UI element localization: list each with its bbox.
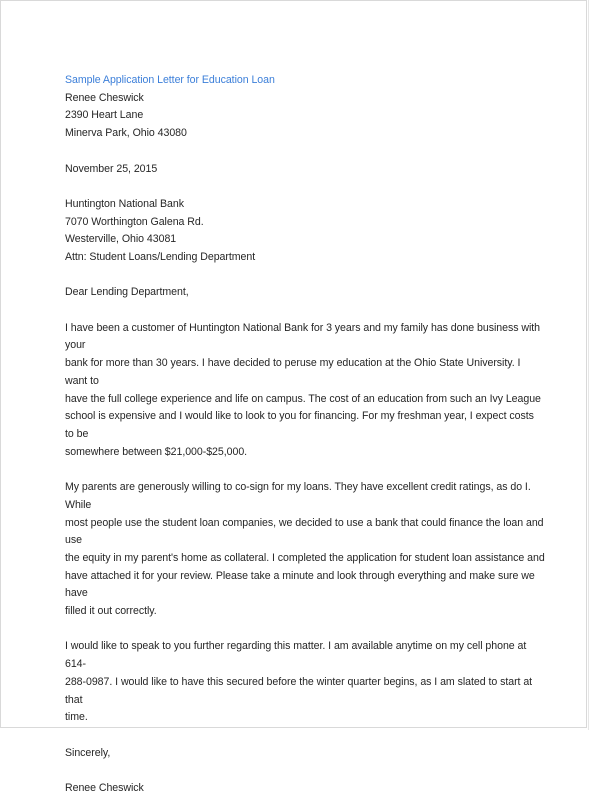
paragraph-line: the equity in my parent's home as collateral. I completed the application for student loan assistance and	[65, 551, 545, 564]
salutation: Dear Lending Department,	[65, 286, 189, 299]
sender-street: 2390 Heart Lane	[65, 109, 144, 122]
sender-name: Renee Cheswick	[65, 91, 144, 104]
recipient-city: Westerville, Ohio 43081	[65, 233, 177, 246]
paragraph-line: time.	[65, 711, 88, 724]
paragraph-line: have the full college experience and life on campus. The cost of an education from such an Ivy League	[65, 392, 541, 405]
paragraph-line: My parents are generously willing to co-sign for my loans. They have excellent credit ratings, as do I. While	[65, 481, 531, 511]
paragraph-line: bank for more than 30 years. I have decided to peruse my education at the Ohio State University. I want to	[65, 357, 521, 387]
paragraph-line: most people use the student loan companies, we decided to use a bank that could finance the loan and use	[65, 516, 544, 547]
paragraph-line: somewhere between $21,000-$25,000.	[65, 445, 248, 458]
recipient-attn: Attn: Student Loans/Lending Department	[65, 251, 256, 263]
sender-city: Minerva Park, Ohio 43080	[65, 127, 187, 140]
paragraph-line: I would like to speak to you further regarding this matter. I am available anytime on my cell phone at 614-	[65, 640, 527, 671]
paragraph-2	[65, 479, 545, 621]
scrollbar[interactable]	[588, 0, 600, 730]
closing: Sincerely,	[65, 746, 111, 759]
paragraph-line: school is expensive and I would like to look to you for financing. For my freshman year, I expect costs to be	[65, 410, 534, 440]
paragraph-line: filled it out correctly.	[65, 605, 157, 618]
paragraph-1	[65, 320, 545, 462]
paragraph-line: have attached it for your review. Please take a minute and look through everything and make sure we have	[65, 569, 535, 600]
recipient-bank: Huntington National Bank	[65, 197, 184, 210]
recipient-street: 7070 Worthington Galena Rd.	[65, 215, 204, 228]
letter-date: November 25, 2015	[65, 162, 158, 175]
paragraph-line: I have been a customer of Huntington National Bank for 3 years and my family has done business with your	[65, 321, 540, 352]
signature-name: Renee Cheswick	[65, 782, 144, 794]
paragraph-3	[65, 638, 545, 727]
paragraph-line: 288-0987. I would like to have this secured before the winter quarter begins, as I am slated to start at that	[65, 675, 533, 706]
document-title: Sample Application Letter for Education Loan	[65, 74, 275, 86]
letter-body	[65, 72, 545, 798]
